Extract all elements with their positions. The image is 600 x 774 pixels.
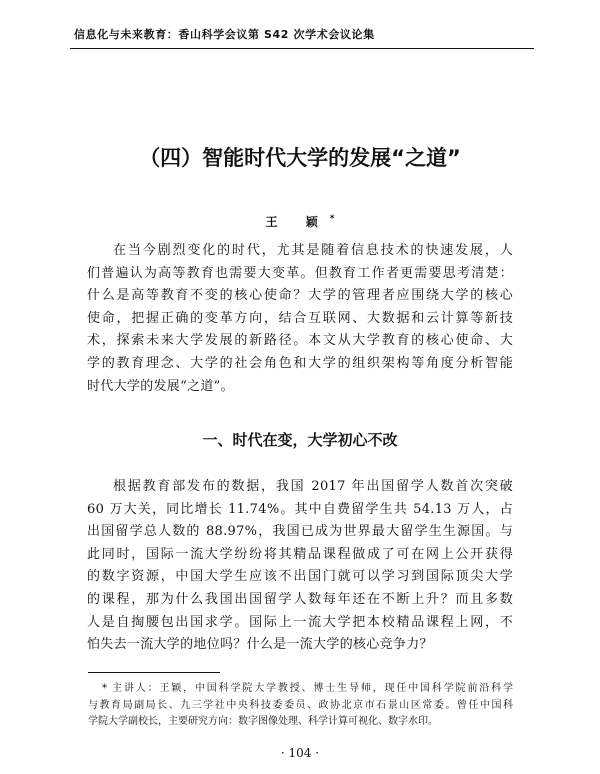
intro-line: 们普遍认为高等教育也需要大变革。但教育工作者更需要思考清楚：	[87, 265, 513, 281]
body-line: 出国留学总人数的 88.97%，我国已成为世界最大留学生生源国。与	[87, 524, 513, 540]
intro-line: 时代大学的发展“之道”。	[87, 378, 234, 394]
author-name: 王 颖	[265, 215, 330, 229]
footnote-line: 学院大学副校长，主要研究方向：数字图像处理、科学计算可视化、数字水印。	[88, 716, 438, 727]
author-footnote-mark: *	[329, 214, 335, 224]
intro-line: 学的教育理念、大学的社会角色和大学的组织架构等角度分析智能	[87, 355, 513, 371]
section-heading: 一、时代在变，大学初心不改	[202, 431, 398, 449]
intro-paragraph	[87, 240, 513, 398]
intro-line: 在当今剧烈变化的时代，尤其是随着信息技术的快速发展，人	[113, 243, 513, 258]
page-number: · 104 ·	[280, 746, 320, 760]
footnote	[88, 681, 513, 731]
body-line: 怕失去一流大学的地位吗？什么是一流大学的核心竞争力？	[87, 637, 433, 653]
body-line: 60 万大关，同比增长 11.74%。其中自费留学生共 54.13 万人，占	[87, 501, 513, 517]
section-paragraph	[87, 476, 513, 657]
body-line: 此同时，国际一流大学纷纷将其精品课程做成了可在网上公开获得	[87, 546, 513, 562]
intro-line: 使命，把握正确的变革方向，结合互联网、大数据和云计算等新技	[87, 310, 513, 326]
intro-line: 什么是高等教育不变的核心使命？大学的管理者应围绕大学的核心	[87, 288, 513, 304]
footnote-rule	[88, 672, 220, 673]
article-title: （四）智能时代大学的发展“之道”	[139, 146, 461, 170]
intro-line: 术，探索未来大学发展的新路径。本文从大学教育的核心使命、大	[87, 333, 513, 349]
author-line	[0, 213, 600, 230]
body-line: 根据教育部发布的数据，我国 2017 年出国留学人数首次突破	[113, 479, 513, 494]
body-line: 人是自掏腰包出国求学。国际上一流大学把本校精品课程上网，不	[87, 614, 513, 630]
footnote-line: * 主讲人：王颖，中国科学院大学教授、博士生导师，现任中国科学院前沿科学	[102, 683, 513, 694]
header-rule	[70, 48, 534, 49]
footnote-line: 与教育局副局长、九三学社中央科技委委员、政协北京市石景山区常委。曾任中国科	[88, 699, 513, 711]
body-line: 的课程，那为什么我国出国留学人数每年还在不断上升？而且多数	[87, 591, 513, 607]
body-line: 的数字资源，中国大学生应该不出国门就可以学习到国际顶尖大学	[87, 569, 513, 585]
running-header: 信息化与未来教育：香山科学会议第 S42 次学术会议论集	[74, 28, 375, 41]
